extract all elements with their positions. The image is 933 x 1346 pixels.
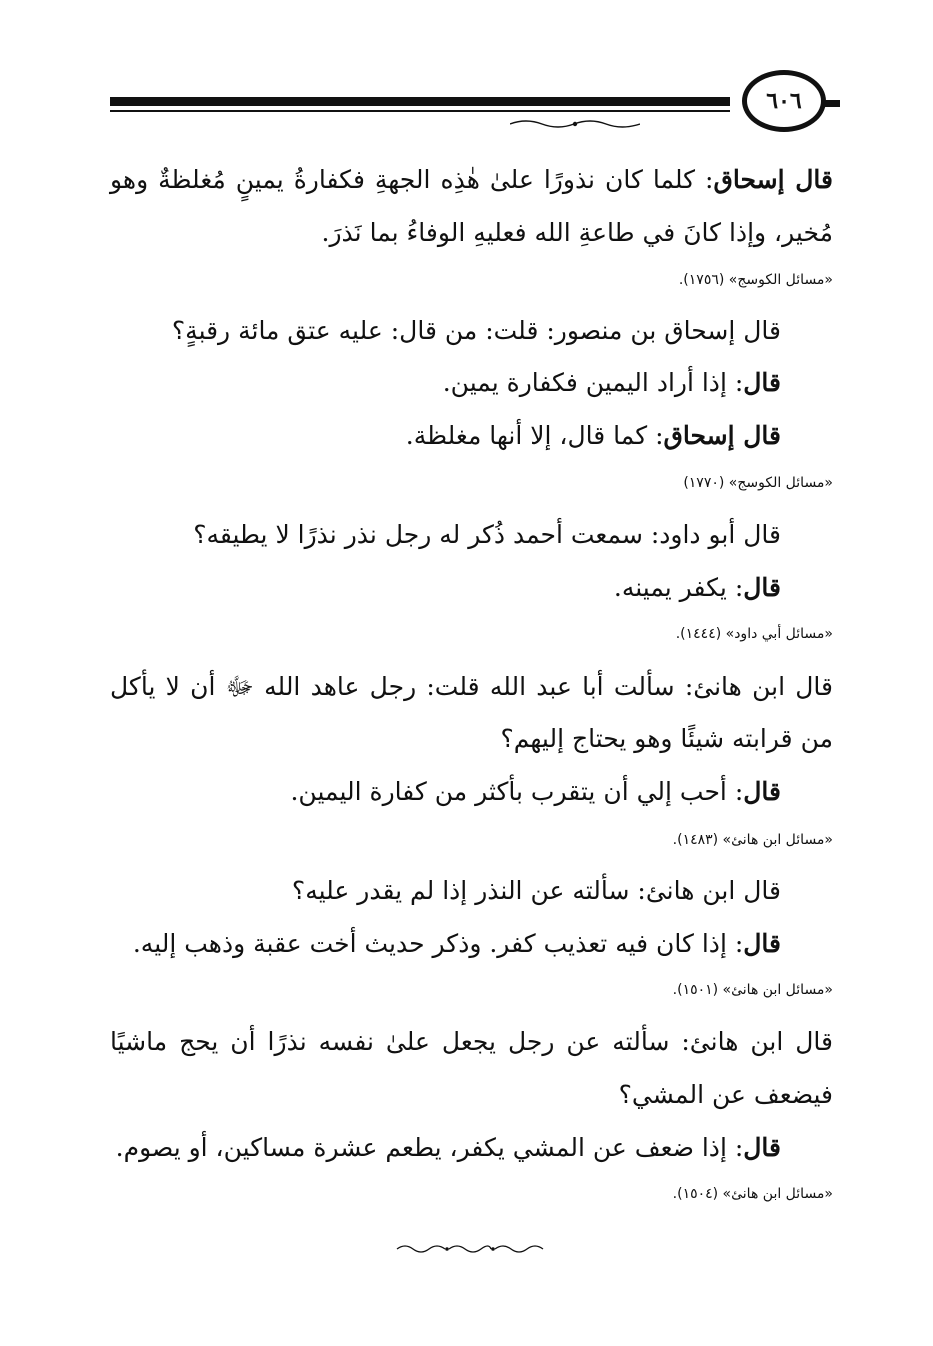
line-text: قال ابن هانئ: سألته عن النذر إذا لم يقدر عليه؟: [291, 876, 781, 905]
source-citation: «مسائل أبي داود» (١٤٤٤).: [675, 626, 833, 642]
speaker-label: قال إسحاق: [713, 165, 833, 194]
header-rule-thin: [110, 110, 730, 112]
line-text: قال ابن هانئ: سألته عن رجل يجعل علىٰ نفسه نذرًا أن يحج ماشيًا: [110, 1027, 833, 1056]
source-citation: «مسائل الكوسج» (١٧٥٦).: [678, 272, 833, 288]
text-line: [116, 1133, 781, 1162]
text-line: [110, 671, 833, 708]
text-line: [406, 421, 781, 450]
text-line: [110, 165, 833, 194]
line-text: : يكفر يمينه.: [613, 573, 744, 602]
text-line: [110, 218, 833, 247]
line-text: : أحب إلي أن يتقرب بأكثر من كفارة اليمين.: [290, 777, 744, 806]
text-line: [172, 316, 781, 345]
line-text: : إذا ضعف عن المشي يكفر، يطعم عشرة مساكين، أو يصوم.: [115, 1133, 744, 1162]
speaker-label: قال: [743, 573, 781, 602]
text-line: [133, 929, 781, 958]
line-text: : إذا كان فيه تعذيب كفر. وذكر حديث أخت عقبة وذهب إليه.: [132, 929, 744, 958]
page-header: [110, 70, 840, 140]
source-citation: «مسائل ابن هانئ» (١٥٠٤).: [672, 1186, 833, 1202]
line-text: من قرابته شيئًا وهو يحتاج إليهم؟: [500, 724, 833, 753]
speaker-label: قال إسحاق: [663, 421, 781, 450]
text-line: [292, 876, 781, 905]
line-text: قال ابن هانئ: سألت أبا عبد الله قلت: رجل عاهد الله ﷻ أن لا يأكل: [110, 672, 833, 701]
text-line: [290, 777, 781, 806]
source-citation: «مسائل الكوسج» (١٧٧٠): [683, 475, 833, 491]
page-number-badge: [742, 70, 826, 132]
header-rule-thick: [110, 97, 730, 106]
line-text: قال أبو داود: سمعت أحمد ذُكر له رجل نذر نذرًا لا يطيقه؟: [193, 520, 781, 549]
speaker-label: قال: [743, 1133, 781, 1162]
source-citation: «مسائل ابن هانئ» (١٤٨٣).: [672, 832, 833, 848]
text-line: [110, 724, 833, 753]
line-text: : كلما كان نذورًا علىٰ هٰذِه الجهةِ فكفارةُ يمينٍ مُغلظةٌ وهو: [110, 165, 714, 194]
header-ornament-icon: [510, 118, 640, 130]
source-citation: «مسائل ابن هانئ» (١٥٠١).: [672, 982, 833, 998]
speaker-label: قال: [743, 777, 781, 806]
text-line: [193, 520, 781, 549]
speaker-label: قال: [743, 368, 781, 397]
text-line: [110, 1027, 833, 1056]
page-number: ٦٠٦: [766, 88, 802, 114]
text-line: [443, 368, 781, 397]
line-text: فيضعف عن المشي؟: [618, 1080, 833, 1109]
line-text: : كما قال، إلا أنها مغلظة.: [405, 421, 664, 450]
text-line: [110, 1080, 833, 1109]
text-line: [614, 573, 781, 602]
footer-ornament-icon: [395, 1242, 545, 1256]
line-text: قال إسحاق بن منصور: قلت: من قال: عليه عتق مائة رقبةٍ؟: [171, 316, 781, 345]
speaker-label: قال: [743, 929, 781, 958]
line-text: : إذا أراد اليمين فكفارة يمين.: [442, 368, 744, 397]
line-text: مُخير، وإذا كانَ في طاعةِ الله فعليهِ الوفاءُ بما نَذرَ.: [321, 218, 833, 247]
